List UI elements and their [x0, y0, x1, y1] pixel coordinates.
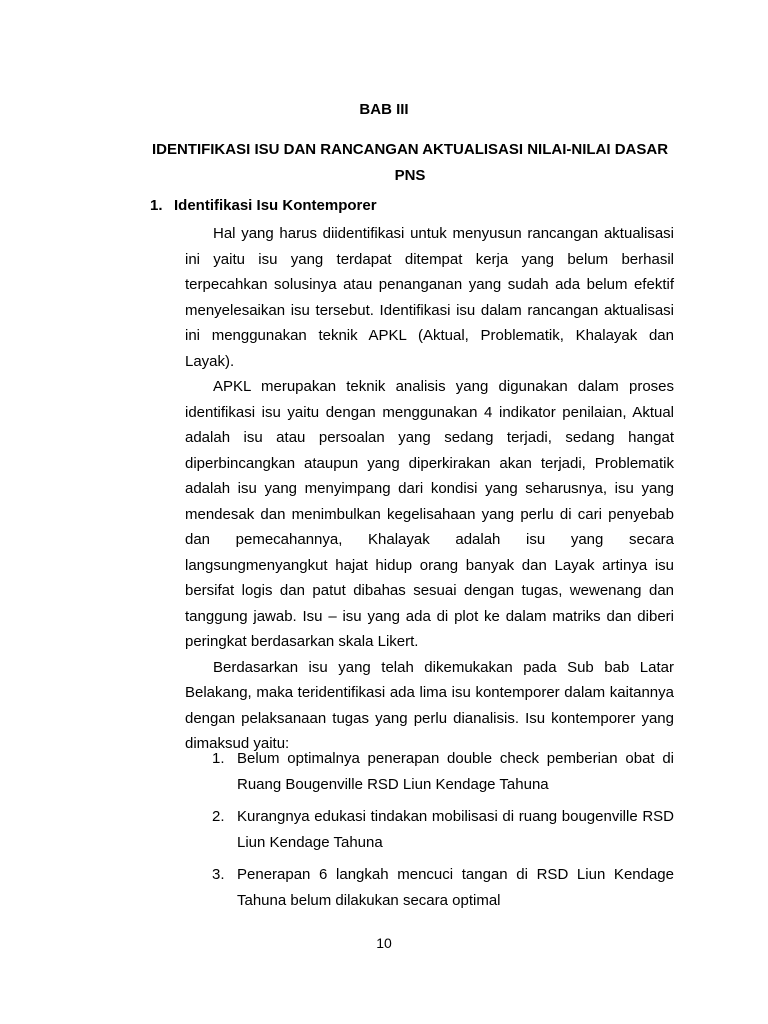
chapter-label: BAB III	[359, 101, 409, 118]
page-number: 10	[376, 935, 392, 951]
issue-text: Belum optimalnya penerapan double check pemberian obat di Ruang Bougenville RSD Liun Kendage Tahuna	[237, 750, 674, 793]
issue-item	[212, 746, 674, 797]
section-body	[185, 221, 674, 757]
section-heading	[150, 196, 690, 216]
issue-item	[212, 804, 674, 855]
issue-text: Penerapan 6 langkah mencuci tangan di RSD Liun Kendage Tahuna belum dilakukan secara optimal	[237, 866, 674, 909]
issue-item	[212, 862, 674, 913]
issue-number: 1.	[212, 750, 225, 767]
section-number: 1.	[150, 197, 163, 214]
section-title: Identifikasi Isu Kontemporer	[174, 197, 377, 214]
paragraph: APKL merupakan teknik analisis yang digunakan dalam proses identifikasi isu yaitu dengan menggunakan 4 indikator penilaian, Aktual adalah isu atau persoalan yang sedang terjadi, sedang hangat diperbincangkan ataupun yang diperkirakan akan terjadi, Problematik adalah isu yang menyimpang dari kondisi yang seharusnya, isu yang mendesak dan menimbulkan kegelisahaan yang perlu di cari penyebab dan pemecahannya, Khalayak adalah isu yang secara langsungmenyangkut hajat hidup orang banyak dan Layak artinya isu bersifat logis dan patut dibahas sesuai dengan tugas, wewenang dan tanggung jawab. Isu – isu yang ada di plot ke dalam matriks dan diberi peringkat berdasarkan skala Likert.	[185, 378, 674, 650]
issue-number: 2.	[212, 808, 225, 825]
paragraph: Berdasarkan isu yang telah dikemukakan pada Sub bab Latar Belakang, maka teridentifikasi ada lima isu kontemporer dalam kaitannya dengan pelaksanaan tugas yang perlu dianalisis. Isu kontemporer yang dimaksud yaitu:	[185, 658, 674, 752]
paragraph: Hal yang harus diidentifikasi untuk menyusun rancangan aktualisasi ini yaitu isu yang terdapat ditempat kerja yang belum berhasil terpecahkan solusinya atau penanganan yang sudah ada belum efektif menyelesaikan isu tersebut. Identifikasi isu dalam rancangan aktualisasi ini menggunakan teknik APKL (Aktual, Problematik, Khalayak dan Layak).	[185, 225, 674, 370]
issue-number: 3.	[212, 866, 225, 883]
issue-list	[212, 746, 674, 920]
issue-text: Kurangnya edukasi tindakan mobilisasi di ruang bougenville RSD Liun Kendage Tahuna	[237, 808, 674, 851]
chapter-title: IDENTIFIKASI ISU DAN RANCANGAN AKTUALISASI NILAI-NILAI DASAR PNS	[151, 141, 669, 184]
